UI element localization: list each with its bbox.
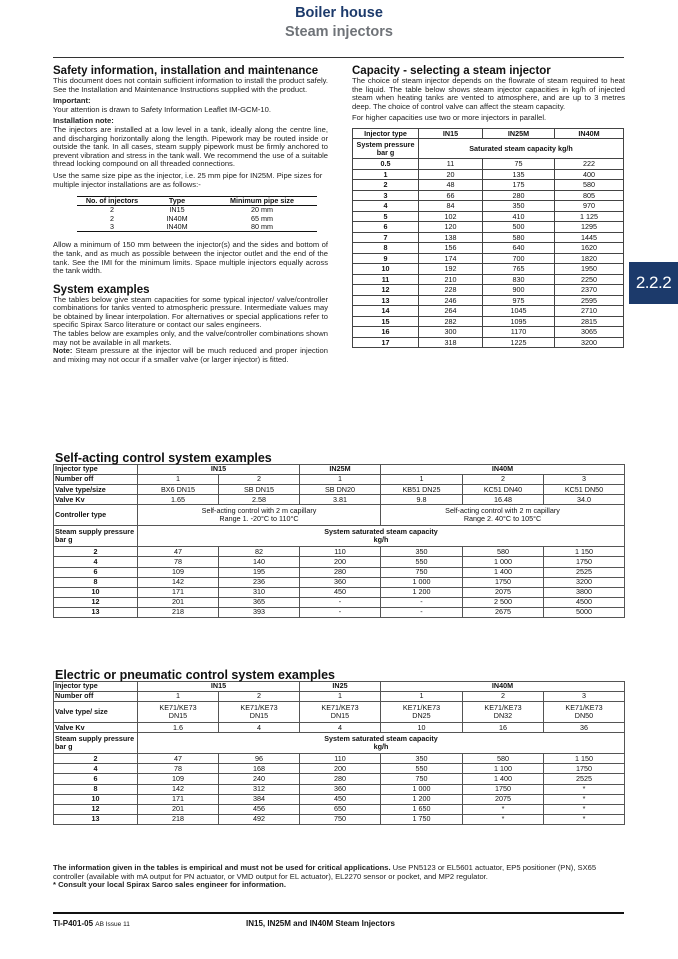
table-row [54, 587, 625, 597]
table-cell: 650 [300, 804, 381, 814]
el-number-row: Number off 1 2 1 1 2 3 [54, 692, 625, 702]
table-cell: 1820 [555, 253, 624, 264]
table-cell: 109 [138, 774, 219, 784]
section-tab: 2.2.2 [629, 262, 678, 304]
table-cell: 550 [381, 764, 463, 774]
table-cell: 218 [138, 607, 219, 617]
table-cell: * [463, 814, 544, 824]
table-cell: 75 [483, 159, 555, 170]
table-row: 2 IN40M 65 mm [110, 213, 273, 223]
table-cell: 318 [419, 337, 483, 348]
table-cell: 805 [555, 190, 624, 201]
table-cell: 96 [219, 754, 300, 764]
pipe-col-size: Minimum pipe size [207, 197, 317, 206]
system-heading: System examples [53, 283, 150, 296]
table-cell: 174 [419, 253, 483, 264]
table-cell: 228 [419, 285, 483, 296]
table-cell: 765 [483, 264, 555, 275]
table-cell: 2 [353, 180, 419, 191]
table-cell: 8 [54, 577, 138, 587]
page-title: Boiler house [295, 5, 383, 21]
table-cell: 47 [138, 754, 219, 764]
table-cell: 110 [300, 547, 381, 557]
table-row [54, 764, 625, 774]
table-cell: 400 [555, 169, 624, 180]
table-row [353, 243, 624, 254]
table-cell: * [544, 794, 625, 804]
footer-rule [53, 912, 624, 914]
table-cell: 195 [219, 567, 300, 577]
table-cell: 2075 [463, 587, 544, 597]
table-cell: 78 [138, 764, 219, 774]
table-cell: 750 [300, 814, 381, 824]
disclaimer: The information given in the tables is empirical and must not be used for critical applications. Use PN5123 or EL5601 actuator, EP5 positioner (PN), SX65 controller (available with mA output for PN actuator, or VMD output for EL actuator), EL2270 sensor or pocket, and MP2 regulator. * Consult your local Spirax Sarco sales engineer for information. [53, 863, 597, 890]
table-row [54, 597, 625, 607]
table-cell: 310 [219, 587, 300, 597]
table-cell: 640 [483, 243, 555, 254]
table-cell: - [381, 607, 463, 617]
electric-table: Injector type IN15 IN25 IN40M Number off 1 2 1 1 2 3 Valve type/ size KE71/KE73 DN15 KE71/KE73 DN15 KE71/KE73 DN15 KE71/KE73 DN25 KE71/KE73 DN32 KE71/KE73 DN50 Valve Kv 1.6 4 4 10 16 36 Steam supply pressure bar g System saturated steam capacity kg/h 2 47 96 110 350 580 1 150 4 78 168 200 550 1 100 1750 6 109 240 280 750 1 400 2525 8 142 312 360 1 000 1750 * 10 171 384 450 1 200 2075 * 12 201 456 650 1 650 * * 13 218 492 750 1 750 * * [53, 681, 625, 825]
table-cell: 1750 [544, 764, 625, 774]
table-cell: 7 [353, 232, 419, 243]
table-cell: 15 [353, 316, 419, 327]
table-cell: 3200 [555, 337, 624, 348]
self-acting-heading: Self-acting control system examples [55, 451, 272, 465]
table-cell: 2 [54, 547, 138, 557]
pipe-text: Use the same size pipe as the injector, i.e. 25 mm pipe for IN25M. Pipe sizes for multiple injector installations are as follows:- [53, 170, 323, 189]
table-cell: 222 [555, 159, 624, 170]
table-cell: 2075 [463, 794, 544, 804]
table-cell: 200 [300, 557, 381, 567]
table-cell: 1295 [555, 222, 624, 233]
table-row [54, 754, 625, 764]
el-label-type: Injector type [54, 682, 138, 692]
table-cell: 2525 [544, 567, 625, 577]
table-cell: 750 [381, 567, 463, 577]
table-cell: 171 [138, 587, 219, 597]
table-cell: 365 [219, 597, 300, 607]
table-cell: 12 [54, 804, 138, 814]
table-cell: 350 [483, 201, 555, 212]
table-row [353, 190, 624, 201]
table-row [353, 337, 624, 348]
pipe-col-injectors: No. of injectors [77, 197, 147, 206]
table-cell: 142 [138, 577, 219, 587]
table-row [54, 607, 625, 617]
table-cell: 1 000 [381, 784, 463, 794]
electric-heading: Electric or pneumatic control system examples [55, 668, 335, 682]
table-cell: 240 [219, 774, 300, 784]
table-row [353, 253, 624, 264]
table-cell: 282 [419, 316, 483, 327]
table-cell: 8 [353, 243, 419, 254]
table-cell: 17 [353, 337, 419, 348]
capacity-section [352, 65, 625, 348]
table-cell: 580 [483, 232, 555, 243]
table-cell: 175 [483, 180, 555, 191]
table-cell: 970 [555, 201, 624, 212]
table-cell: 6 [54, 774, 138, 784]
table-cell: 1950 [555, 264, 624, 275]
el-capacity-header: Steam supply pressure bar g System saturated steam capacity kg/h [54, 733, 625, 754]
sa-number-row: Number off 1 2 1 1 2 3 [54, 475, 625, 485]
table-cell: 12 [54, 597, 138, 607]
table-cell: 350 [381, 754, 463, 764]
table-cell: 580 [555, 180, 624, 191]
table-cell: 171 [138, 794, 219, 804]
capacity-body-2: For higher capacities use two or more injectors in parallel. [352, 113, 547, 123]
system-body: The tables below give steam capacities for some typical injector/ valve/controller combinations for tanks vented to atmospheric pressure. Intermediate values may be obtained by linear interpolation. For alternatives or special applications refer to specific Spirax Sarco literature or contact our sales engineers. [53, 294, 328, 330]
table-cell: 192 [419, 264, 483, 275]
table-cell: 82 [219, 547, 300, 557]
table-cell: 750 [381, 774, 463, 784]
table-cell: 12 [353, 285, 419, 296]
table-cell: 3200 [544, 577, 625, 587]
table-cell: 3065 [555, 327, 624, 338]
table-cell: 2595 [555, 295, 624, 306]
cap-col-capacity: Saturated steam capacity kg/h [419, 139, 624, 159]
table-cell: 1225 [483, 337, 555, 348]
table-row [353, 169, 624, 180]
table-cell: 102 [419, 211, 483, 222]
table-cell: 201 [138, 804, 219, 814]
table-row [54, 577, 625, 587]
electric-section [53, 669, 625, 825]
table-cell: 456 [219, 804, 300, 814]
table-cell: 2370 [555, 285, 624, 296]
table-cell: 900 [483, 285, 555, 296]
table-cell: 13 [54, 607, 138, 617]
footer-doc-ref: TI-P401-05 AB Issue 11 [53, 919, 130, 928]
table-cell: 1170 [483, 327, 555, 338]
table-cell: 110 [300, 754, 381, 764]
table-cell: 280 [300, 774, 381, 784]
table-cell: 2815 [555, 316, 624, 327]
table-cell: 312 [219, 784, 300, 794]
table-cell: - [381, 597, 463, 607]
table-cell: 66 [419, 190, 483, 201]
table-row [54, 774, 625, 784]
table-cell: 1 150 [544, 547, 625, 557]
table-cell: 138 [419, 232, 483, 243]
table-cell: 1 150 [544, 754, 625, 764]
table-cell: 1750 [463, 577, 544, 587]
table-cell: 3 [353, 190, 419, 201]
table-cell: 0.5 [353, 159, 419, 170]
table-cell: - [300, 597, 381, 607]
table-row [54, 784, 625, 794]
table-cell: 47 [138, 547, 219, 557]
table-cell: 210 [419, 274, 483, 285]
table-cell: 4 [353, 201, 419, 212]
table-cell: 48 [419, 180, 483, 191]
table-row [54, 804, 625, 814]
table-cell: 6 [353, 222, 419, 233]
cap-type-in25m: IN25M [483, 128, 555, 139]
install-label: Installation note: [53, 116, 114, 126]
table-cell: 450 [300, 794, 381, 804]
table-cell: 1 000 [463, 557, 544, 567]
sa-controller-row: Controller type Self-acting control with 2 m capillary Range 1. -20°C to 110°C Self-acting control with 2 m capillary Range 2. 40°C to 105°C [54, 505, 625, 526]
table-row [54, 547, 625, 557]
self-acting-table: Injector type IN15 IN25M IN40M Number off 1 2 1 1 2 3 Valve type/size BX6 DN15 SB DN15 SB DN20 KB51 DN25 KC51 DN40 KC51 DN50 Valve Kv 1.65 2.58 3.81 9.8 16.48 34.0 Controller type Self-acting control with 2 m capillary Range 1. -20°C to 110°C Self-acting control with 2 m capillary Range 2. 40°C to 105°C Steam supply pressure bar g System saturated steam capacity kg/h 2 47 82 110 350 580 1 150 4 78 140 200 550 1 000 1750 6 109 195 280 750 1 400 2525 8 142 236 360 1 000 1750 3200 10 171 310 450 1 200 2075 3800 12 201 365 - - 2 500 4500 13 218 393 - - 2675 5000 [53, 464, 625, 618]
table-row [353, 327, 624, 338]
el-valve-row: Valve type/ size KE71/KE73 DN15 KE71/KE73 DN15 KE71/KE73 DN15 KE71/KE73 DN25 KE71/KE73 DN32 KE71/KE73 DN50 [54, 702, 625, 723]
table-cell: * [544, 814, 625, 824]
table-cell: 78 [138, 557, 219, 567]
table-cell: 1 200 [381, 794, 463, 804]
table-cell: 13 [353, 295, 419, 306]
capacity-heading: Capacity - selecting a steam injector [352, 65, 551, 77]
table-cell: 120 [419, 222, 483, 233]
table-cell: 3800 [544, 587, 625, 597]
table-cell: 156 [419, 243, 483, 254]
sa-kv-row: Valve Kv 1.65 2.58 3.81 9.8 16.48 34.0 [54, 495, 625, 505]
table-cell: 830 [483, 274, 555, 285]
cap-type-in15: IN15 [419, 128, 483, 139]
table-cell: 84 [419, 201, 483, 212]
table-cell: 4 [54, 557, 138, 567]
table-cell: 135 [483, 169, 555, 180]
table-cell: 410 [483, 211, 555, 222]
table-cell: 142 [138, 784, 219, 794]
system-note: Note: Steam pressure at the injector will be much reduced and proper injection and mixing may not occur if a smaller valve (or larger injector) is fitted. [53, 346, 328, 364]
table-cell: - [300, 607, 381, 617]
table-row: 2 IN15 20 mm [110, 205, 273, 215]
allow-text: Allow a minimum of 150 mm between the injector(s) and the sides and bottom of the tank, and as much as possible between the injector outlet and the end of the tank. See the IMI for the minimum limits. Space multiple injectors equally across the tank width. [53, 240, 328, 276]
table-cell: 2 500 [463, 597, 544, 607]
sa-valve-row: Valve type/size BX6 DN15 SB DN15 SB DN20 KB51 DN25 KC51 DN40 KC51 DN50 [54, 485, 625, 495]
table-cell: 1 750 [381, 814, 463, 824]
sa-capacity-header: Steam supply pressure bar g System saturated steam capacity kg/h [54, 526, 625, 547]
table-row [353, 201, 624, 212]
table-cell: * [544, 784, 625, 794]
table-row [353, 295, 624, 306]
table-cell: 1 200 [381, 587, 463, 597]
table-cell: 450 [300, 587, 381, 597]
table-cell: 1 400 [463, 567, 544, 577]
table-cell: 10 [353, 264, 419, 275]
table-cell: 16 [353, 327, 419, 338]
capacity-body: The choice of steam injector depends on the flowrate of steam required to heat the liquid. The table below shows steam injector capacities in kg/h of injected steam when heating tanks are vented to atmosphere, and are up to 3 metres deep. The choice of control valve can affect the steam capacity. [352, 76, 625, 111]
table-row [353, 232, 624, 243]
el-kv-row: Valve Kv 1.6 4 4 10 16 36 [54, 723, 625, 733]
table-row: 3 IN40M 80 mm [77, 223, 317, 232]
table-cell: 1 000 [381, 577, 463, 587]
table-row [353, 306, 624, 317]
table-cell: 1 100 [463, 764, 544, 774]
table-cell: 236 [219, 577, 300, 587]
table-row [353, 316, 624, 327]
table-cell: 201 [138, 597, 219, 607]
table-cell: 264 [419, 306, 483, 317]
table-cell: 9 [353, 253, 419, 264]
table-cell: 2 [54, 754, 138, 764]
table-cell: 350 [381, 547, 463, 557]
table-cell: 4 [54, 764, 138, 774]
table-cell: 1 125 [555, 211, 624, 222]
table-cell: 1 400 [463, 774, 544, 784]
table-cell: 1750 [463, 784, 544, 794]
table-cell: 300 [419, 327, 483, 338]
table-cell: 2710 [555, 306, 624, 317]
table-row [353, 180, 624, 191]
table-cell: 218 [138, 814, 219, 824]
table-cell: 700 [483, 253, 555, 264]
table-cell: 2675 [463, 607, 544, 617]
table-cell: 1620 [555, 243, 624, 254]
safety-heading: Safety information, installation and maintenance [53, 65, 319, 77]
table-cell: 168 [219, 764, 300, 774]
table-cell: 200 [300, 764, 381, 774]
table-row [54, 794, 625, 804]
table-row [353, 159, 624, 170]
table-cell: 5 [353, 211, 419, 222]
sa-label-type: Injector type [54, 465, 138, 475]
table-cell: 975 [483, 295, 555, 306]
table-cell: 500 [483, 222, 555, 233]
table-cell: 1445 [555, 232, 624, 243]
table-cell: 1 [353, 169, 419, 180]
table-cell: 280 [483, 190, 555, 201]
important-label: Important: [53, 96, 91, 106]
table-cell: 140 [219, 557, 300, 567]
table-cell: 8 [54, 784, 138, 794]
self-acting-section [53, 452, 625, 618]
table-cell: * [463, 804, 544, 814]
capacity-table [352, 128, 624, 349]
table-cell: 5000 [544, 607, 625, 617]
pipe-col-type: Type [147, 197, 207, 206]
table-cell: 580 [463, 547, 544, 557]
table-row [353, 285, 624, 296]
table-row [353, 222, 624, 233]
table-cell: 360 [300, 577, 381, 587]
cap-type-in40m: IN40M [555, 128, 624, 139]
table-cell: 580 [463, 754, 544, 764]
table-cell: 384 [219, 794, 300, 804]
install-text: The injectors are installed at a low level in a tank, ideally along the centre line, and discharging horizontally along the length. Pipework may be routed inside or outside the tank. In all cases, steam supply pipework must be firmly anchored to prevent vibration and stress in the tank wall. We recommend the use of a suitable thread locking compound on all threaded connections. [53, 124, 328, 169]
pipe-size-table [77, 196, 317, 232]
table-cell: 550 [381, 557, 463, 567]
table-cell: 4500 [544, 597, 625, 607]
table-row [54, 814, 625, 824]
cap-col-type: Injector type [353, 128, 419, 139]
table-cell: 2525 [544, 774, 625, 784]
footer-product-title: IN15, IN25M and IN40M Steam Injectors [246, 919, 395, 928]
table-row [353, 264, 624, 275]
table-row [353, 274, 624, 285]
page-subtitle: Steam injectors [285, 24, 393, 40]
table-cell: 360 [300, 784, 381, 794]
table-cell: 13 [54, 814, 138, 824]
system-body-2: The tables below are examples only, and the valve/controller combinations shown may not be available in all markets. [53, 329, 328, 347]
table-cell: 246 [419, 295, 483, 306]
table-cell: 1750 [544, 557, 625, 567]
table-cell: 11 [419, 159, 483, 170]
table-cell: 10 [54, 587, 138, 597]
table-cell: 1 650 [381, 804, 463, 814]
important-text: Your attention is drawn to Safety Information Leaflet IM-GCM-10. [53, 104, 271, 114]
table-cell: 6 [54, 567, 138, 577]
table-row [54, 557, 625, 567]
table-cell: 109 [138, 567, 219, 577]
table-cell: 1095 [483, 316, 555, 327]
safety-body: This document does not contain sufficient information to install the product safely. See the Installation and Maintenance Instructions supplied with the product. [53, 76, 328, 94]
table-cell: 1045 [483, 306, 555, 317]
table-cell: 2250 [555, 274, 624, 285]
table-cell: 492 [219, 814, 300, 824]
table-cell: * [544, 804, 625, 814]
table-cell: 393 [219, 607, 300, 617]
cap-col-pressure: System pressure bar g [353, 139, 419, 159]
header-rule [53, 57, 624, 58]
table-cell: 11 [353, 274, 419, 285]
safety-section [53, 65, 328, 364]
table-row [54, 567, 625, 577]
table-cell: 20 [419, 169, 483, 180]
table-cell: 14 [353, 306, 419, 317]
table-cell: 10 [54, 794, 138, 804]
table-row [353, 211, 624, 222]
table-cell: 280 [300, 567, 381, 577]
